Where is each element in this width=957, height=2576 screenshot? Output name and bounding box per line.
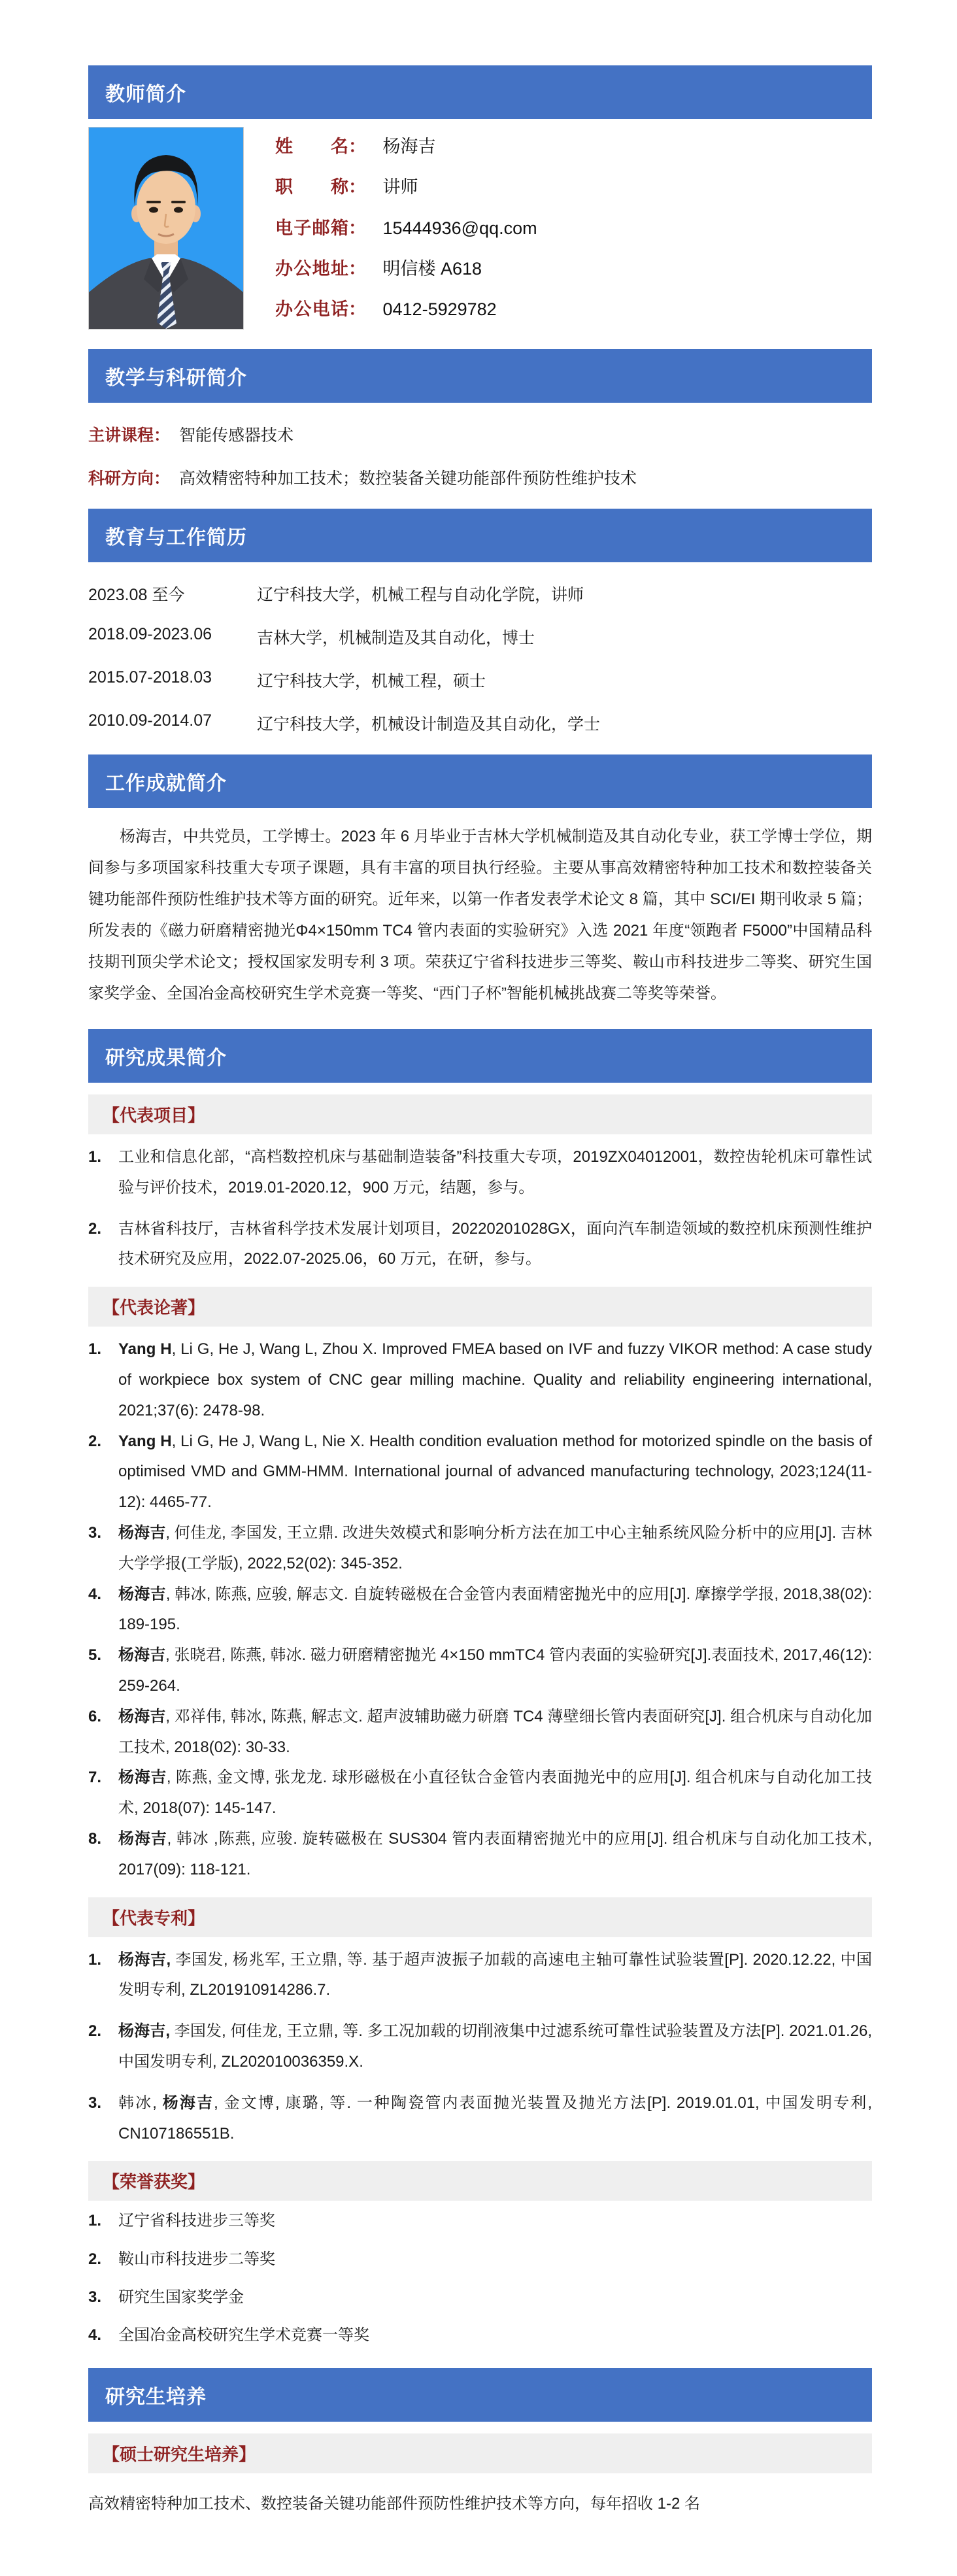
teaching-research-row (88, 466, 872, 489)
profile-fields (275, 127, 537, 330)
row-label: 主讲课程： (88, 426, 171, 445)
profile-field-row (275, 132, 537, 158)
row-value: 高效精密特种加工技术；数控装备关键功能部件预防性维护技术 (179, 469, 637, 488)
award-item (88, 2247, 872, 2272)
text-segment: , 韩冰, 陈燕, 应骏, 解志文. 自旋转磁极在合金管内表面精密抛光中的应用[J]. 摩擦学学报, 2018,38(02): 189-195. (118, 1585, 872, 1634)
entry-period: 2010.09-2014.07 (88, 711, 212, 730)
field-colon: ： (348, 258, 366, 279)
text-segment: , 陈燕, 金文博, 张龙龙. 球形磁极在小直径钛合金管内表面抛光中的应用[J]. 组合机床与自动化加工技术, 2018(07): 145-147. (118, 1769, 873, 1818)
patents-list (88, 1945, 872, 2150)
item-text (118, 1334, 872, 1426)
profile-field-row (275, 214, 537, 239)
patent-item (88, 1945, 872, 2007)
entry-detail: 辽宁科技大学，机械设计制造及其自动化，学士 (257, 715, 601, 734)
publication-item (88, 1702, 872, 1763)
entry-period: 2018.09-2023.06 (88, 625, 212, 643)
item-text: 鞍山市科技进步二等奖 (118, 2250, 275, 2268)
entry-detail: 辽宁科技大学，机械工程与自动化学院，讲师 (257, 586, 584, 604)
profile-block (88, 127, 872, 330)
field-label: 职称 (275, 177, 348, 197)
profile-field-row (275, 254, 537, 280)
item-number: 6. (88, 1707, 102, 1725)
author-highlight: 杨海吉 (118, 1769, 167, 1787)
author-highlight: 杨海吉, (118, 1950, 171, 1969)
item-number: 4. (88, 2326, 102, 2345)
row-label: 科研方向： (88, 469, 171, 488)
publication-item (88, 1824, 872, 1886)
author-highlight: 杨海吉 (118, 1585, 166, 1603)
item-text (118, 2088, 872, 2150)
author-highlight: 杨海吉, (118, 2022, 170, 2041)
item-text (118, 1640, 872, 1702)
field-label: 姓名 (275, 137, 348, 156)
item-text (118, 1427, 872, 1518)
item-number: 2. (88, 2022, 102, 2041)
item-number: 2. (88, 1432, 102, 1450)
publication-item (88, 1427, 872, 1518)
subsection-heading-awards: 【荣誉获奖】 (88, 2161, 872, 2201)
patent-item (88, 2088, 872, 2150)
field-colon: ： (348, 177, 366, 197)
publications-list (88, 1334, 872, 1885)
item-number: 2. (88, 1219, 102, 1238)
item-text: 研究生国家奖学金 (118, 2288, 244, 2307)
education-career-entries (88, 582, 872, 735)
item-number: 1. (88, 2212, 102, 2230)
achievements-paragraph: 杨海吉，中共党员，工学博士。2023 年 6 月毕业于吉林大学机械制造及其自动化专业，获工学博士学位，期间参与多项国家科技重大专项子课题，具有丰富的项目执行经验。主要从事高效精密特种加工技术和数控装备关键功能部件预防性维护技术等方面的研究。近年来，以第一作者发表学术论文 8 篇，其中 SCI/EI 期刊收录 5 篇；所发表的《磁力研磨精密抛光Φ4×150mm TC4 管内表面的实验研究》入选 2021 年度“领跑者 F5000”中国精品科技期刊顶尖学术论文；授权国家发明专利 3 项。荣获辽宁省科技进步三等奖、鞍山市科技进步二等奖、研究生国家奖学金、全国冶金高校研究生学术竞赛一等奖、“西门子杯”智能机械挑战赛二等奖等荣誉。 (88, 828, 872, 1002)
row-value: 智能传感器技术 (179, 426, 294, 445)
text-segment: 吉林省科技厅，吉林省科学技术发展计划项目，20220201028GX，面向汽车制造领域的数控机床预测性维护技术研究及应用，2022.07-2025.06，60 万元，在研，参与。 (118, 1219, 872, 1268)
education-entry (88, 582, 872, 605)
item-text (118, 1518, 872, 1580)
subsection-heading-projects: 【代表项目】 (88, 1094, 872, 1134)
text-segment: , 韩冰 ,陈燕, 应骏. 旋转磁极在 SUS304 管内表面精密抛光中的应用[J]. 组合机床与自动化加工技术, 2017(09): 118-121. (118, 1829, 872, 1878)
item-text (118, 1763, 872, 1824)
item-text (118, 1824, 872, 1886)
project-item (88, 1142, 872, 1204)
entry-period: 2015.07-2018.03 (88, 668, 212, 686)
publication-item (88, 1580, 872, 1641)
section-bar-research-results: 研究成果简介 (88, 1029, 872, 1083)
section-bar-graduate-training: 研究生培养 (88, 2368, 872, 2422)
text-segment: 韩冰, (118, 2093, 163, 2112)
item-text (118, 2016, 872, 2078)
text-segment: , Li G, He J, Wang L, Zhou X. Improved FMEA based on IVF and fuzzy VIKOR method: A case study of workpiece box system of CNC gear milling machine. Quality and reliability engineering international, 2021;37(6): 2478-98. (118, 1340, 872, 1419)
teaching-research-rows (88, 422, 872, 489)
item-text (118, 1702, 872, 1763)
item-number: 1. (88, 1148, 102, 1166)
profile-field-row (275, 295, 537, 320)
author-highlight: 杨海吉 (118, 1646, 166, 1665)
field-label: 办公电话 (275, 299, 348, 319)
education-entry (88, 668, 872, 692)
field-value: 杨海吉 (382, 137, 436, 156)
author-highlight: Yang H (118, 1340, 172, 1359)
item-number: 7. (88, 1769, 102, 1787)
item-text (118, 1580, 872, 1641)
item-text: 全国冶金高校研究生学术竞赛一等奖 (118, 2326, 369, 2345)
award-item (88, 2285, 872, 2310)
field-colon: ： (348, 137, 366, 156)
item-text: 辽宁省科技进步三等奖 (118, 2212, 275, 2230)
text-segment: , 邓祥伟, 韩冰, 陈燕, 解志文. 超声波辅助磁力研磨 TC4 薄壁细长管内表面研究[J]. 组合机床与自动化加工技术, 2018(02): 30-33. (118, 1707, 872, 1756)
award-item (88, 2209, 872, 2233)
section-bar-education-career: 教育与工作简历 (88, 509, 872, 562)
item-number: 1. (88, 1950, 102, 1969)
awards-list (88, 2209, 872, 2348)
item-number: 3. (88, 2288, 102, 2307)
publication-item (88, 1518, 872, 1580)
field-value: 明信楼 A618 (382, 258, 482, 279)
subsection-heading-publications: 【代表论著】 (88, 1287, 872, 1327)
entry-detail: 辽宁科技大学，机械工程，硕士 (257, 672, 486, 690)
text-segment: , 何佳龙, 李国发, 王立鼎. 改进失效模式和影响分析方法在加工中心主轴系统风险分析中的应用[J]. 吉林大学学报(工学版), 2022,52(02): 345-352. (118, 1523, 872, 1572)
subsection-heading-master-training: 【硕士研究生培养】 (88, 2433, 872, 2473)
text-segment: 李国发, 何佳龙, 王立鼎, 等. 多工况加载的切削液集中过滤系统可靠性试验装置及方法[P]. 2021.01.26, 中国发明专利, ZL202010036359.X. (118, 2022, 872, 2071)
publication-item (88, 1334, 872, 1426)
text-segment: 工业和信息化部，“高档数控机床与基础制造装备”科技重大专项，2019ZX04012001，数控齿轮机床可靠性试验与评价技术，2019.01-2020.12，900 万元，结题，参与。 (118, 1148, 872, 1196)
item-text (118, 1214, 872, 1276)
item-number: 1. (88, 1340, 102, 1359)
entry-period: 2023.08 至今 (88, 586, 185, 604)
field-value: 15444936@qq.com (382, 218, 537, 238)
author-highlight: 杨海吉 (118, 1707, 166, 1725)
item-number: 2. (88, 2250, 102, 2268)
subsection-heading-patents: 【代表专利】 (88, 1897, 872, 1937)
text-segment: , 金文博, 康璐, 等. 一种陶瓷管内表面抛光装置及抛光方法[P]. 2019.01.01, 中国发明专利, CN107186551B. (118, 2093, 872, 2143)
section-bar-teaching-research: 教学与科研简介 (88, 349, 872, 403)
field-value: 0412-5929782 (382, 299, 497, 319)
item-number: 3. (88, 1523, 102, 1542)
author-highlight: 杨海吉 (118, 1829, 167, 1848)
entry-detail: 吉林大学，机械制造及其自动化，博士 (257, 629, 535, 647)
profile-field-row (275, 173, 537, 198)
item-text (118, 1142, 872, 1204)
section-bar-teacher-intro: 教师简介 (88, 65, 872, 119)
publication-item (88, 1763, 872, 1824)
education-entry (88, 711, 872, 735)
author-highlight: 杨海吉 (162, 2093, 214, 2112)
item-number: 3. (88, 2093, 102, 2112)
item-number: 8. (88, 1829, 102, 1848)
graduate-training-text: 高效精密特种加工技术、数控装备关键功能部件预防性维护技术等方向，每年招收 1-2 名 (88, 2494, 701, 2513)
projects-list (88, 1142, 872, 1275)
publication-item (88, 1640, 872, 1702)
section-bar-achievements: 工作成就简介 (88, 754, 872, 808)
award-item (88, 2323, 872, 2348)
field-value: 讲师 (382, 177, 418, 197)
field-colon: ： (348, 218, 366, 238)
id-photo-illustration (89, 127, 243, 329)
patent-item (88, 2016, 872, 2078)
project-item (88, 1214, 872, 1276)
teaching-research-row (88, 422, 872, 446)
item-number: 5. (88, 1646, 102, 1665)
text-segment: , 张晓君, 陈燕, 韩冰. 磁力研磨精密抛光 4×150 mmTC4 管内表面的实验研究[J].表面技术, 2017,46(12): 259-264. (118, 1646, 873, 1695)
field-label: 办公地址 (275, 258, 348, 279)
text-segment: 李国发, 杨兆军, 王立鼎, 等. 基于超声波振子加载的高速电主轴可靠性试验装置[P]. 2020.12.22, 中国发明专利, ZL201910914286.7. (118, 1950, 872, 1999)
education-entry (88, 625, 872, 649)
author-highlight: Yang H (118, 1432, 172, 1450)
item-number: 4. (88, 1585, 102, 1603)
profile-photo (88, 127, 244, 330)
item-text (118, 1945, 872, 2007)
field-colon: ： (348, 299, 366, 319)
author-highlight: 杨海吉 (118, 1523, 166, 1542)
field-label: 电子邮箱 (275, 218, 348, 238)
text-segment: , Li G, He J, Wang L, Nie X. Health condition evaluation method for motorized spindle on the basis of optimised VMD and GMM-HMM. International journal of advanced manufacturing technology, 2023;124(11-12): 4465-77. (118, 1432, 873, 1512)
